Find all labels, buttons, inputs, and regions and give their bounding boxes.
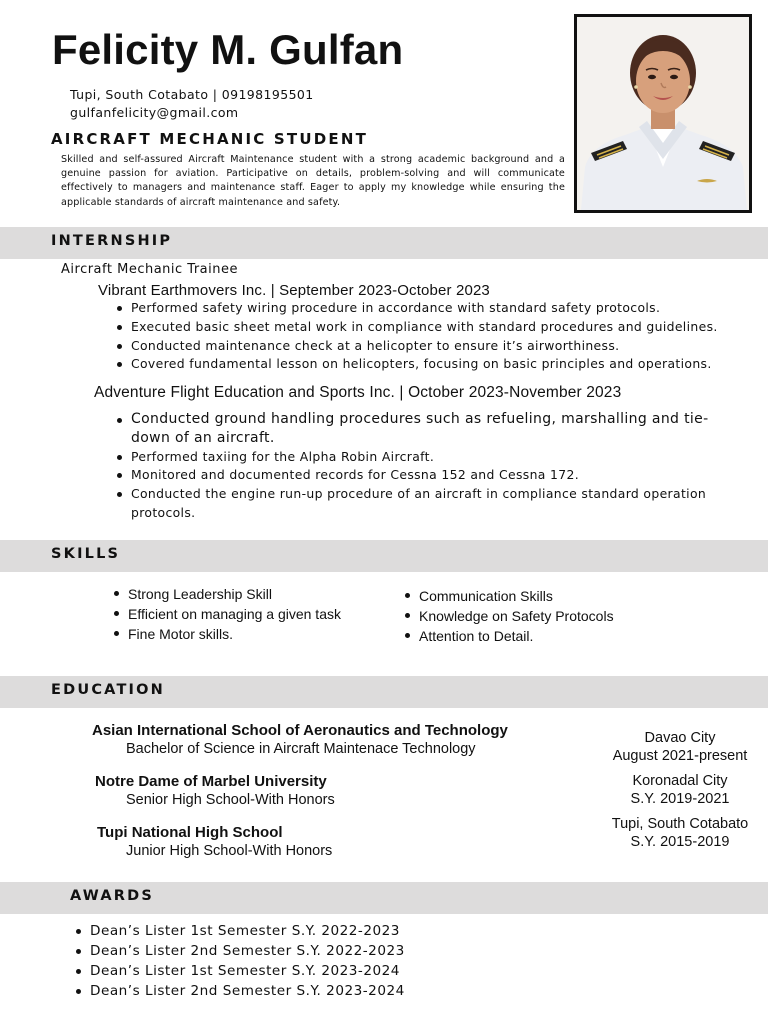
- list-item: Dean’s Lister 1st Semester S.Y. 2022-2023: [74, 921, 405, 941]
- list-item: Executed basic sheet metal work in compliance with standard procedures and guidelines.: [115, 318, 735, 337]
- skills-section-header: [0, 540, 768, 572]
- list-item: Dean’s Lister 1st Semester S.Y. 2023-2024: [74, 961, 405, 981]
- degree: Junior High School-With Honors: [126, 843, 333, 859]
- profile-summary: Skilled and self-assured Aircraft Maintenance student with a strong academic background and a genuine passion for aviation. Participative on details, problem-solving and will communicate effectively to managers and maintenance staff. Eager to apply my knowledge while ensuring the applicable standards of aircraft maintenance and safety.: [61, 154, 565, 208]
- school-name: Notre Dame of Marbel University: [95, 773, 327, 790]
- degree: Senior High School-With Honors: [126, 792, 335, 808]
- school-dates: S.Y. 2019-2021: [630, 791, 730, 807]
- list-item: Performed safety wiring procedure in accordance with standard safety protocols.: [115, 299, 735, 318]
- list-item: Conducted ground handling procedures such as refueling, marshalling and tie-down of an aircraft.: [115, 410, 740, 448]
- awards-section-header: [0, 882, 768, 914]
- list-item: Dean’s Lister 2nd Semester S.Y. 2023-2024: [74, 981, 405, 1001]
- school-dates: S.Y. 2015-2019: [630, 834, 730, 850]
- skills-heading: SKILLS: [51, 546, 121, 562]
- list-item: Strong Leadership Skill: [112, 584, 382, 604]
- adventure-flight-duties: [115, 410, 740, 523]
- skills-list-right: [403, 586, 703, 646]
- internship-section-header: [0, 227, 768, 259]
- vibrant-earthmovers-duties: [115, 299, 735, 374]
- company-vibrant-earthmovers: Vibrant Earthmovers Inc. | September 2023-October 2023: [98, 282, 490, 299]
- list-item: Efficient on managing a given task: [112, 604, 382, 624]
- list-item: Attention to Detail.: [403, 626, 703, 646]
- job-title: Aircraft Mechanic Trainee: [61, 262, 238, 277]
- profile-photo: [574, 14, 752, 213]
- list-item: Conducted the engine run-up procedure of an aircraft in compliance standard operation protocols.: [115, 485, 740, 523]
- school-name: Asian International School of Aeronautics and Technology: [92, 722, 508, 739]
- list-item: Monitored and documented records for Cessna 152 and Cessna 172.: [115, 466, 740, 485]
- internship-heading: INTERNSHIP: [51, 233, 173, 249]
- awards-list: [74, 921, 405, 1001]
- person-portrait-icon: [577, 17, 749, 210]
- list-item: Conducted maintenance check at a helicopter to ensure it’s airworthiness.: [115, 337, 735, 356]
- school-location: Tupi, South Cotabato: [611, 816, 749, 832]
- school-dates: August 2021-present: [612, 748, 748, 764]
- email-address: gulfanfelicity@gmail.com: [70, 105, 239, 120]
- school-location: Koronadal City: [632, 773, 728, 789]
- school-name: Tupi National High School: [97, 824, 283, 841]
- company-adventure-flight: Adventure Flight Education and Sports Inc. | October 2023-November 2023: [94, 384, 622, 401]
- list-item: Knowledge on Safety Protocols: [403, 606, 703, 626]
- education-section-header: [0, 676, 768, 708]
- list-item: Communication Skills: [403, 586, 703, 606]
- education-heading: EDUCATION: [51, 682, 166, 698]
- list-item: Performed taxiing for the Alpha Robin Aircraft.: [115, 448, 740, 467]
- degree: Bachelor of Science in Aircraft Maintenace Technology: [126, 741, 476, 757]
- school-location: Davao City: [644, 730, 716, 746]
- awards-heading: AWARDS: [70, 888, 154, 904]
- skills-list-left: [112, 584, 382, 644]
- contact-line: Tupi, South Cotabato | 09198195501: [70, 87, 314, 102]
- role-title: AIRCRAFT MECHANIC STUDENT: [51, 130, 369, 148]
- list-item: Dean’s Lister 2nd Semester S.Y. 2022-2023: [74, 941, 405, 961]
- list-item: Covered fundamental lesson on helicopters, focusing on basic principles and operations.: [115, 355, 735, 374]
- candidate-name: Felicity M. Gulfan: [52, 26, 404, 73]
- list-item: Fine Motor skills.: [112, 624, 382, 644]
